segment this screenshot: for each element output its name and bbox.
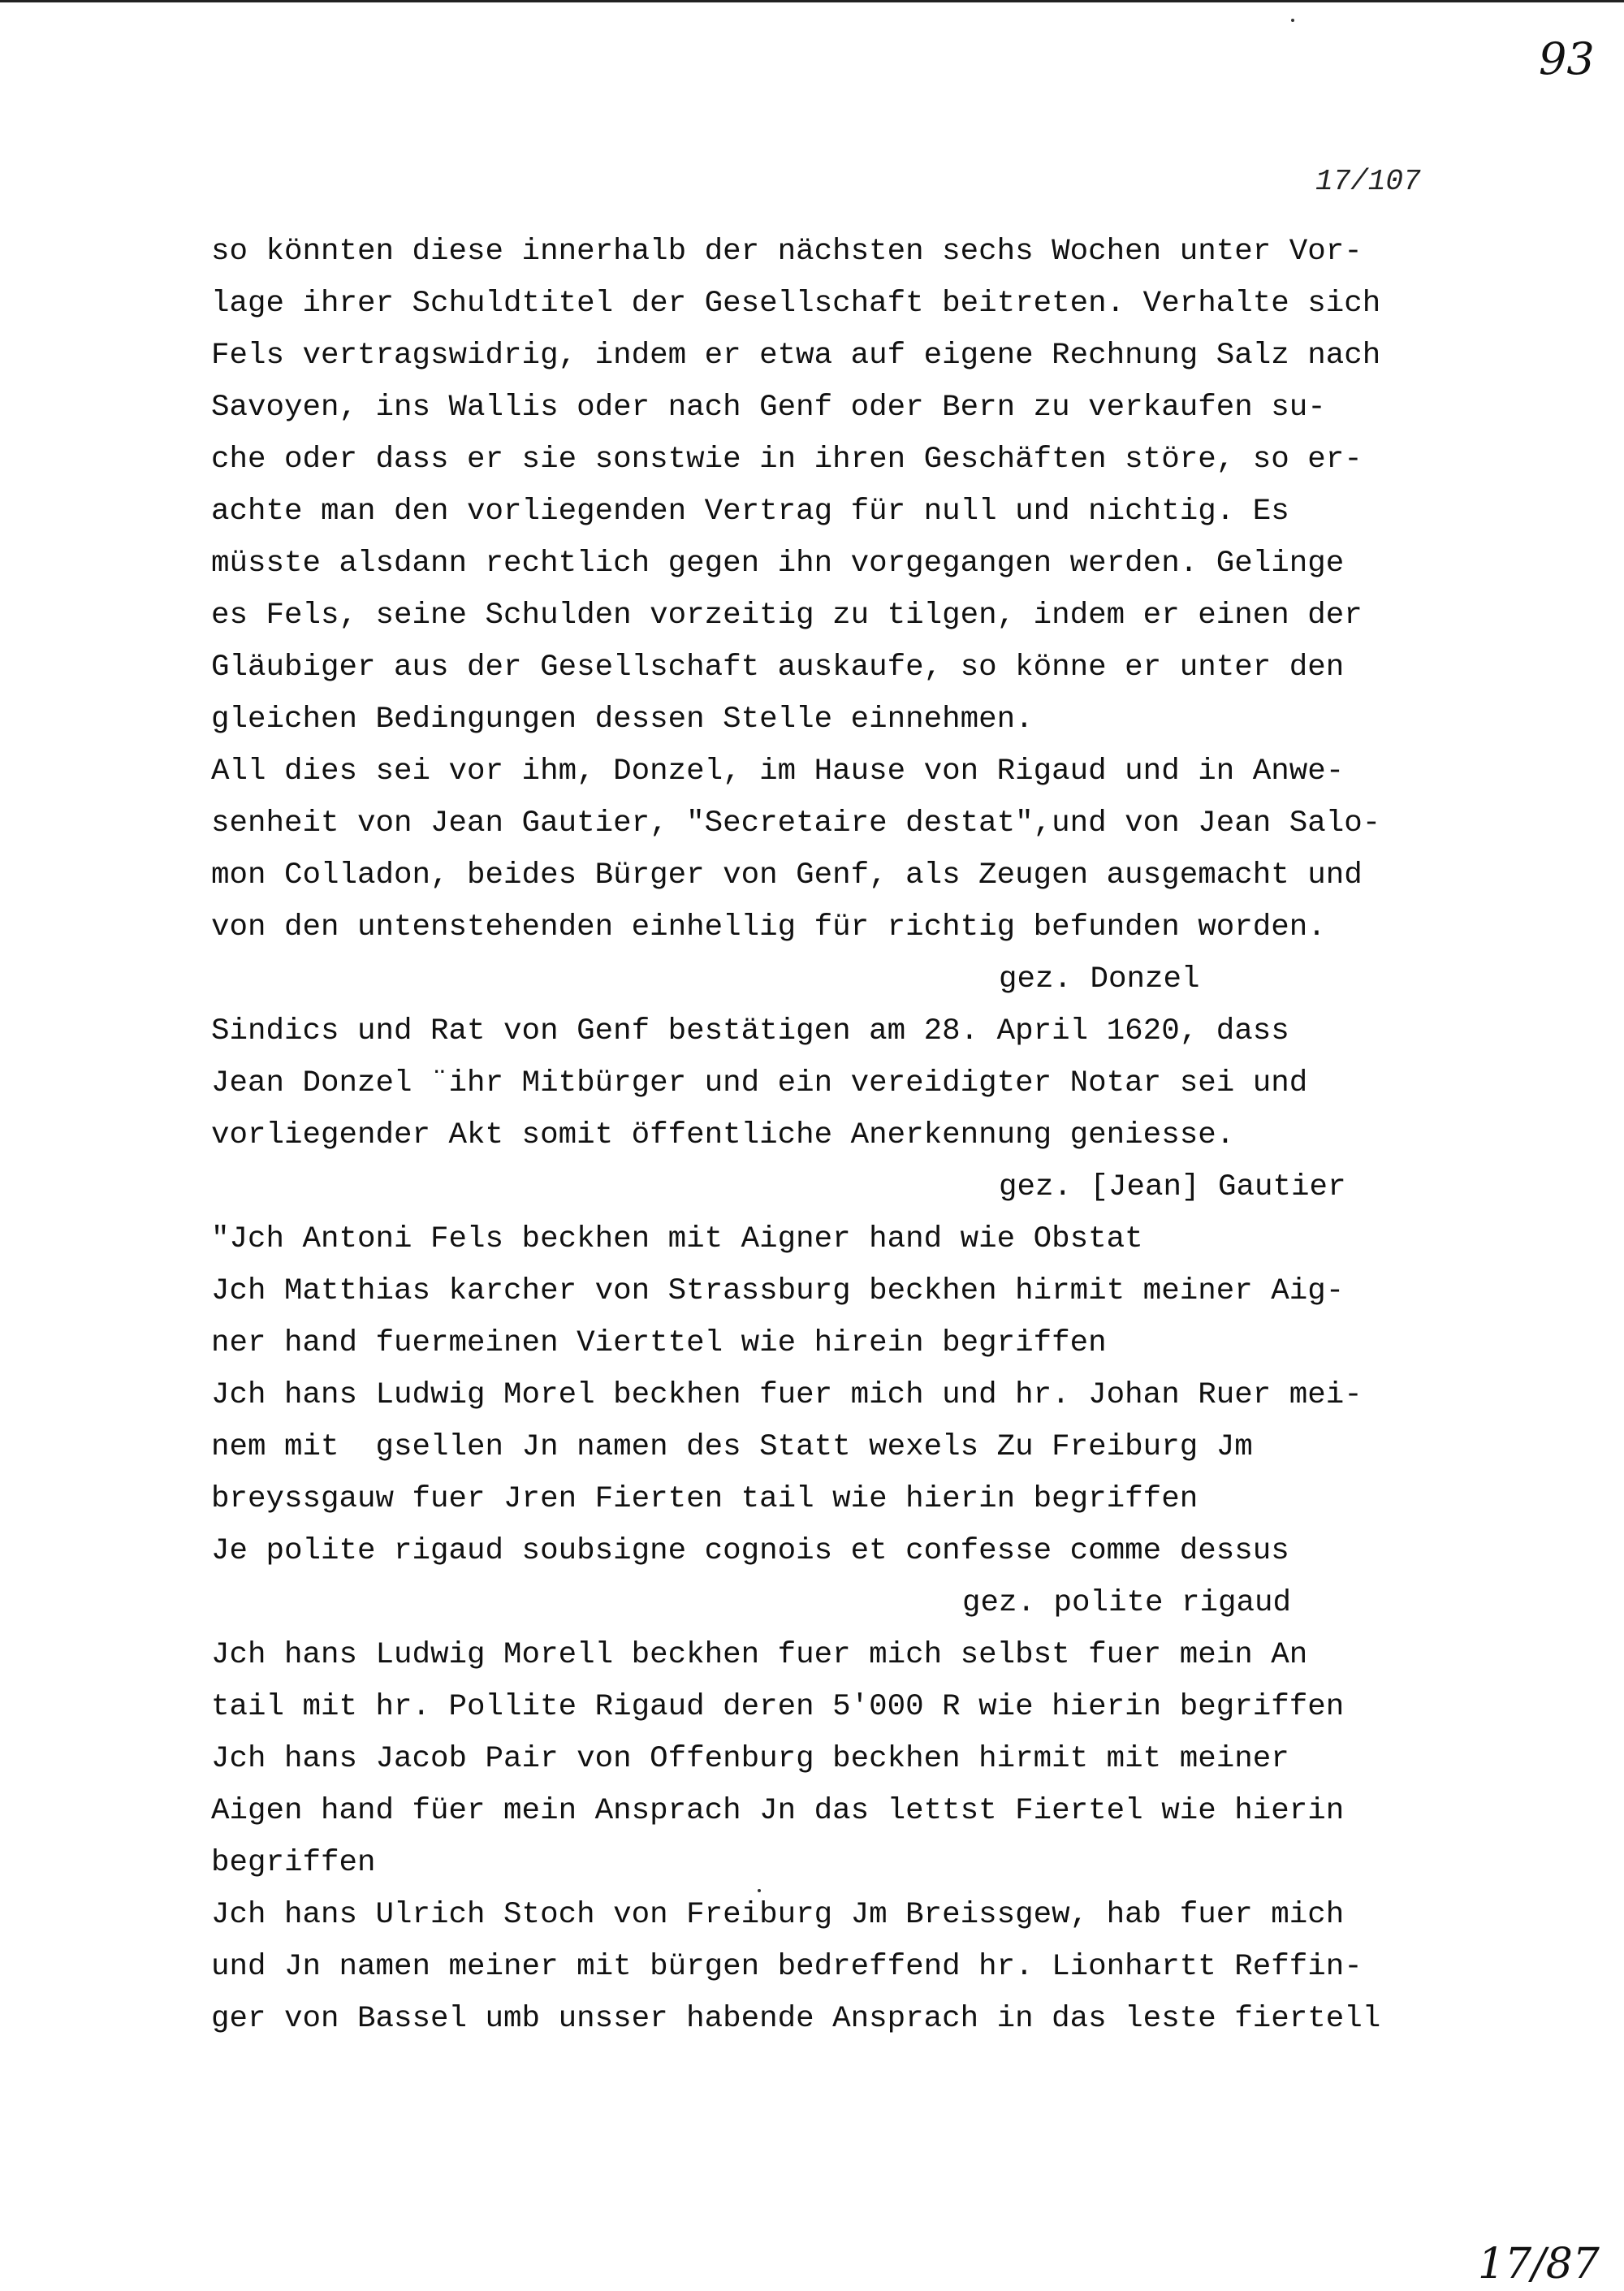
text-line: breyssgauw fuer Jren Fierten tail wie hierin begriffen (211, 1482, 1199, 1516)
text-line: gleichen Bedingungen dessen Stelle einnehmen. (211, 702, 1034, 737)
text-line: müsste alsdann rechtlich gegen ihn vorgegangen werden. Gelinge (211, 547, 1345, 581)
text-line: "Jch Antoni Fels beckhen mit Aigner hand wie Obstat (211, 1222, 1143, 1256)
text-line: und Jn namen meiner mit bürgen bedreffend hr. Lionhartt Reffin- (211, 1950, 1363, 1984)
scan-speck (758, 1889, 761, 1892)
text-line: Savoyen, ins Wallis oder nach Genf oder Bern zu verkaufen su- (211, 391, 1326, 425)
signature-line-gautier: gez. [Jean] Gautier (999, 1170, 1346, 1204)
text-line: so könnten diese innerhalb der nächsten sechs Wochen unter Vor- (211, 235, 1363, 269)
text-line: nem mit gsellen Jn namen des Statt wexels Zu Freiburg Jm (211, 1430, 1253, 1464)
text-line: ner hand fuermeinen Vierttel wie hirein begriffen (211, 1326, 1107, 1360)
text-line: Gläubiger aus der Gesellschaft auskaufe, so könne er unter den (211, 651, 1345, 685)
signature-line-donzel: gez. Donzel (999, 962, 1200, 996)
text-line: lage ihrer Schuldtitel der Gesellschaft beitreten. Verhalte sich (211, 287, 1381, 321)
text-line: es Fels, seine Schulden vorzeitig zu tilgen, indem er einen der (211, 599, 1363, 633)
handwritten-corner-mark: 17/87 (1478, 2240, 1600, 2289)
text-line: Jch hans Jacob Pair von Offenburg beckhen hirmit mit meiner (211, 1742, 1289, 1776)
text-line: von den untenstehenden einhellig für richtig befunden worden. (211, 910, 1326, 944)
text-line: senheit von Jean Gautier, "Secretaire destat",und von Jean Salo- (211, 806, 1381, 841)
text-line: achte man den vorliegenden Vertrag für null und nichtig. Es (211, 495, 1289, 529)
text-line: Jch Matthias karcher von Strassburg beckhen hirmit meiner Aig- (211, 1274, 1345, 1308)
text-line: vorliegender Akt somit öffentliche Anerkennung geniesse. (211, 1118, 1235, 1152)
text-line: mon Colladon, beides Bürger von Genf, als Zeugen ausgemacht und (211, 858, 1363, 893)
text-line: ger von Bassel umb unsser habende Ansprach in das leste fiertell (211, 2002, 1381, 2036)
handwritten-folio-number: 93 (1539, 33, 1595, 84)
text-line: tail mit hr. Pollite Rigaud deren 5'000 R wie hierin begriffen (211, 1690, 1345, 1724)
text-line: Jch hans Ludwig Morell beckhen fuer mich selbst fuer mein An (211, 1638, 1308, 1672)
text-line: Aigen hand füer mein Ansprach Jn das lettst Fiertel wie hierin (211, 1794, 1345, 1828)
text-line: Je polite rigaud soubsigne cognois et confesse comme dessus (211, 1534, 1289, 1568)
text-line: Jch hans Ulrich Stoch von Freiburg Jm Breissgew, hab fuer mich (211, 1898, 1345, 1932)
text-line: Jean Donzel ¨ihr Mitbürger und ein vereidigter Notar sei und (211, 1066, 1308, 1100)
text-line: Fels vertragswidrig, indem er etwa auf eigene Rechnung Salz nach (211, 339, 1381, 373)
text-line: Jch hans Ludwig Morel beckhen fuer mich und hr. Johan Ruer mei- (211, 1378, 1363, 1412)
text-line: Sindics und Rat von Genf bestätigen am 28. April 1620, dass (211, 1014, 1289, 1048)
signature-line-rigaud: gez. polite rigaud (962, 1586, 1292, 1620)
text-line: All dies sei vor ihm, Donzel, im Hause von Rigaud und in Anwe- (211, 754, 1345, 789)
reference-number: 17/107 (1315, 165, 1421, 198)
text-line: begriffen (211, 1846, 376, 1880)
scan-speck (1291, 19, 1294, 22)
text-line: che oder dass er sie sonstwie in ihren Geschäften störe, so er- (211, 443, 1363, 477)
